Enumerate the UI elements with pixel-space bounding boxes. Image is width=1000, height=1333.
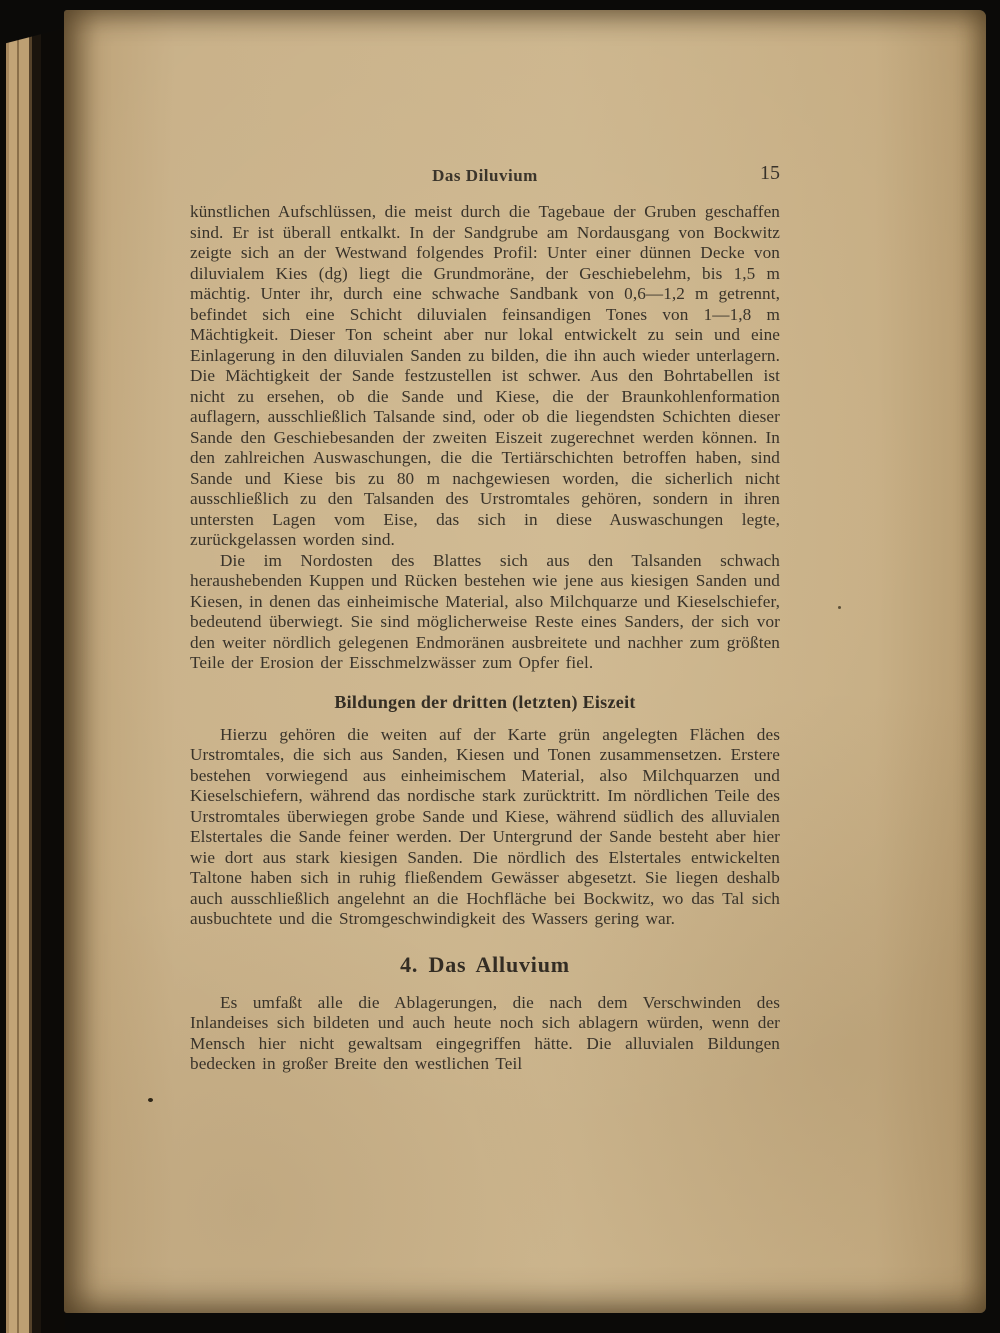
text-block	[190, 162, 781, 1075]
chapter-heading: 4. Das Alluvium	[400, 951, 570, 977]
book-page	[64, 10, 986, 1313]
running-head	[190, 162, 780, 192]
page-number: 15	[760, 162, 780, 184]
body-paragraph-2: Die im Nordosten des Blattes sich aus den Talsanden schwach heraushebenden Kuppen und Rücken bestehen wie jene aus kiesigen Sanden und Kiesen, in denen das einheimische Material, also Milchquarze und Kieselschiefer, bedeutend überwiegt. Sie sind möglicherweise Reste eines Sanders, der sich vor den weiter nördlich gelegenen Endmoränen ausbreitete und nachher zum größten Teile der Erosion der Eisschmelzwässer zum Opfer fiel.	[190, 550, 781, 672]
page-edge-stack	[3, 28, 65, 1333]
running-title: Das Diluvium	[432, 166, 538, 185]
ink-speck	[838, 606, 841, 609]
ink-speck	[148, 1098, 153, 1102]
body-paragraph-3: Hierzu gehören die weiten auf der Karte grün angelegten Flächen des Urstromtales, die sich aus Sanden, Kiesen und Tonen zusammensetzen. Erstere bestehen vorwiegend aus einheimischem Material, also Milchquarzen und Kieselschiefern, während das nordische stark zurücktritt. Im nördlichen Teile des Urstromtales überwiegen grobe Sande und Kiese, während südlich des alluvialen Elstertales die Sande feiner werden. Der Untergrund der Sande besteht aber hier wie dort aus stark kiesigen Sanden. Die nördlich des Elstertales entwickelten Taltone haben sich in ruhig fließendem Gewässer abgesetzt. Sie liegen deshalb auch ausschließlich angelehnt an die Hochfläche bei Bockwitz, wo das Tal sich ausbuchtete und die Stromgeschwindigkeit des Wassers gering war.	[190, 724, 780, 928]
body-paragraph-4: Es umfaßt alle die Ablagerungen, die nach dem Verschwinden des Inlandeises sich bildeten und auch heute noch sich ablagern würden, wenn der Mensch hier nicht gewaltsam eingegriffen hätte. Die alluvialen Bildungen bedecken in großer Breite den westlichen Teil	[190, 992, 780, 1073]
section-heading: Bildungen der dritten (letzten) Eiszeit	[334, 691, 636, 712]
body-paragraph-1: künstlichen Aufschlüssen, die meist durch die Tagebaue der Gruben geschaffen sind. Er ist überall entkalkt. In der Sandgrube am Nordausgang von Bockwitz zeigte sich an der Westwand folgendes Profil: Unter einer dünnen Decke von diluvialem Kies (dg) liegt die Grundmoräne, der Geschiebelehm, bis 1,5 m mächtig. Unter ihr, durch eine schwache Sandbank von 0,6—1,2 m getrennt, befindet sich eine Schicht diluvialen feinsandigen Tones von 1—1,8 m Mächtigkeit. Dieser Ton scheint aber nur lokal entwickelt zu sein und eine Einlagerung in den diluvialen Sanden zu bilden, die ihn auch wieder unterlagern. Die Mächtigkeit der Sande festzustellen ist schwer. Aus den Bohrtabellen ist nicht zu ersehen, ob die Sande und Kiese, die der Braunkohlenformation auflagern, ausschließlich Talsande sind, oder ob die liegendsten Schichten dieser Sande den Geschiebesanden der zweiten Eiszeit zugerechnet werden können. In den zahlreichen Auswaschungen, die die Tertiärschichten betroffen haben, sind Sande und Kiese bis zu 80 m nachgewiesen worden, die sicherlich nicht ausschließlich zu den Talsanden des Urstromtales gehören, sondern in ihren untersten Lagen vom Eise, das sich in diese Auswaschungen legte, zurückgelassen worden sind.	[190, 202, 780, 549]
